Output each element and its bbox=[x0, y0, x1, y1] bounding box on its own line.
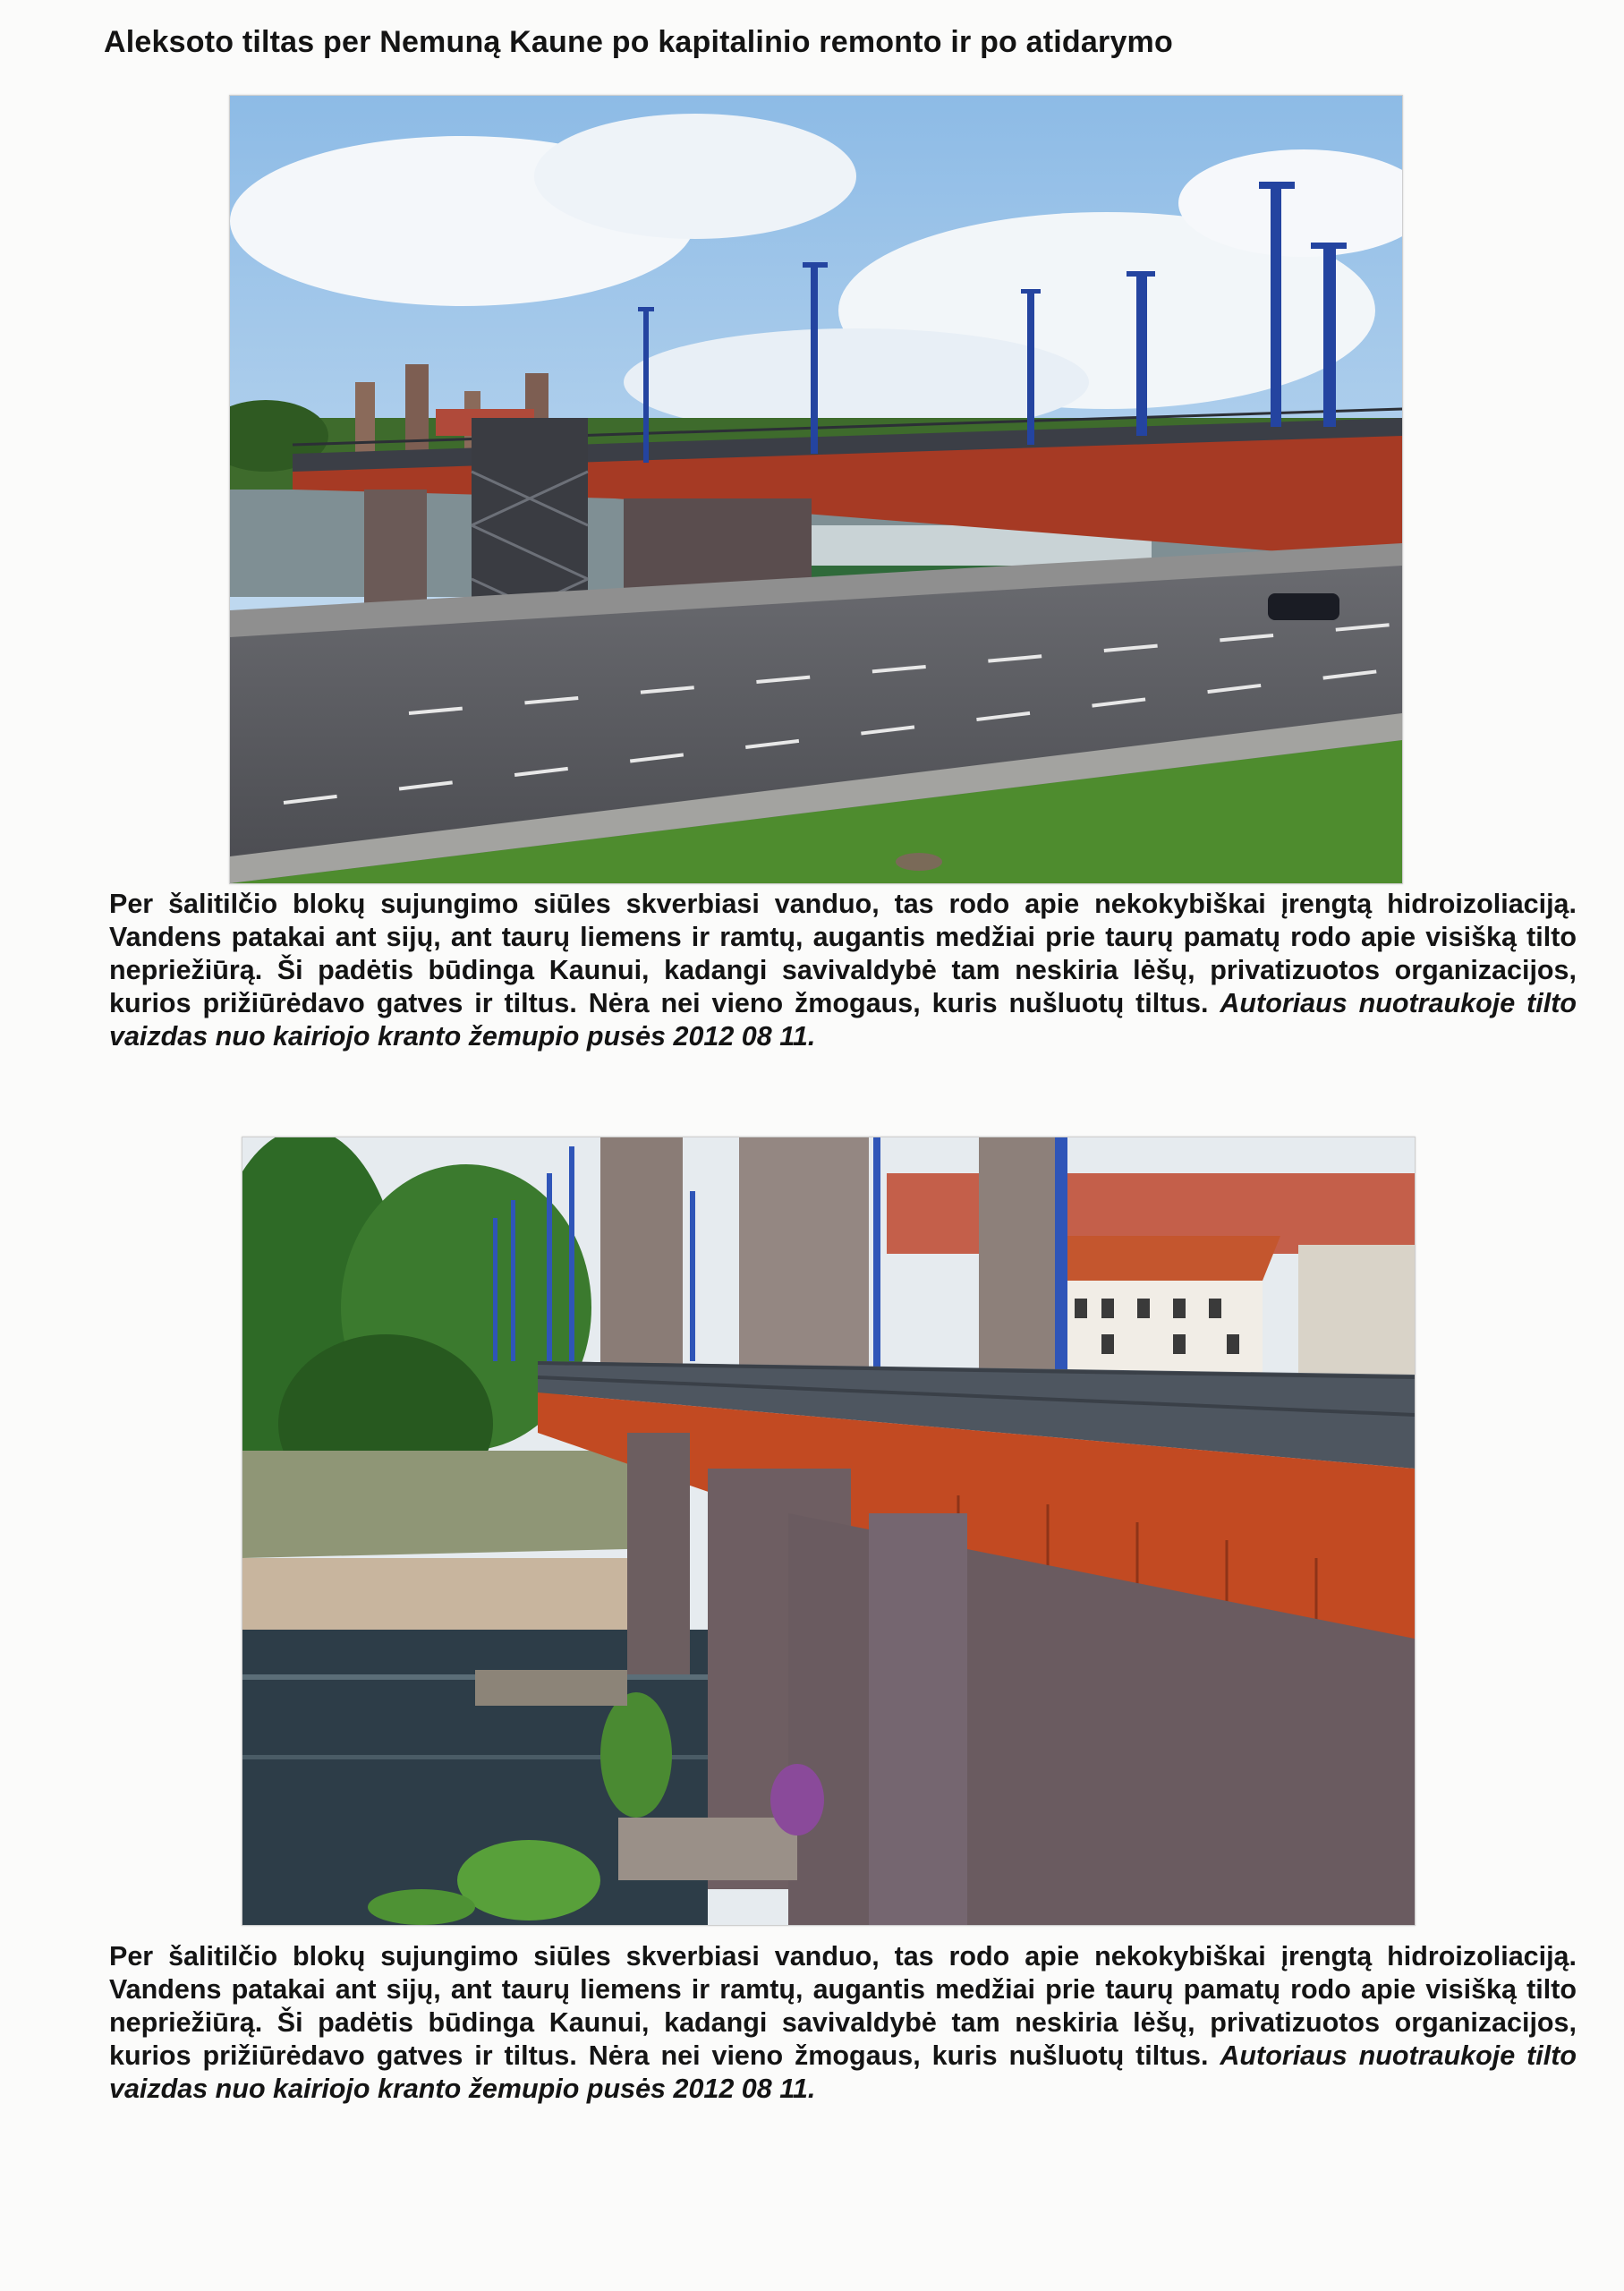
caption-1 bbox=[109, 888, 1577, 1053]
bridge-photo-roadside bbox=[229, 95, 1403, 884]
bridge-photo-piers bbox=[242, 1137, 1416, 1926]
page-title: Aleksoto tiltas per Nemuną Kaune po kapitalinio remonto ir po atidarymo bbox=[104, 25, 1173, 59]
caption-2-body: Per šalitilčio blokų sujungimo siūles skverbiasi vanduo, tas rodo apie nekokybiškai įrengtą hidroizoliaciją. Vandens patakai ant sijų, ant taurų liemens ir ramtų, augantis medžiai prie taurų pamatų rodo apie visišką tilto nepriežiūrą. Ši padėtis būdinga Kaunui, kadangi savivaldybė tam neskiria lėšų, privatizuotos organizacijos, kurios prižiūrėdavo gatves ir tiltus. Nėra nei vieno žmogaus, kuris nušluotų tiltus. bbox=[109, 1941, 1577, 2071]
caption-1-body: Per šalitilčio blokų sujungimo siūles skverbiasi vanduo, tas rodo apie nekokybiškai įrengtą hidroizoliaciją. Vandens patakai ant sijų, ant taurų liemens ir ramtų, augantis medžiai prie taurų pamatų rodo apie visišką tilto nepriežiūrą. Ši padėtis būdinga Kaunui, kadangi savivaldybė tam neskiria lėšų, privatizuotos organizacijos, kurios prižiūrėdavo gatves ir tiltus. Nėra nei vieno žmogaus, kuris nušluotų tiltus. bbox=[109, 889, 1577, 1018]
caption-2 bbox=[109, 1940, 1577, 2106]
caption-1-note: Autoriaus nuotraukoje tilto vaizdas nuo kairiojo kranto žemupio pusės 2012 08 11. bbox=[109, 988, 1577, 1052]
caption-2-note: Autoriaus nuotraukoje tilto vaizdas nuo kairiojo kranto žemupio pusės 2012 08 11. bbox=[109, 2040, 1577, 2104]
